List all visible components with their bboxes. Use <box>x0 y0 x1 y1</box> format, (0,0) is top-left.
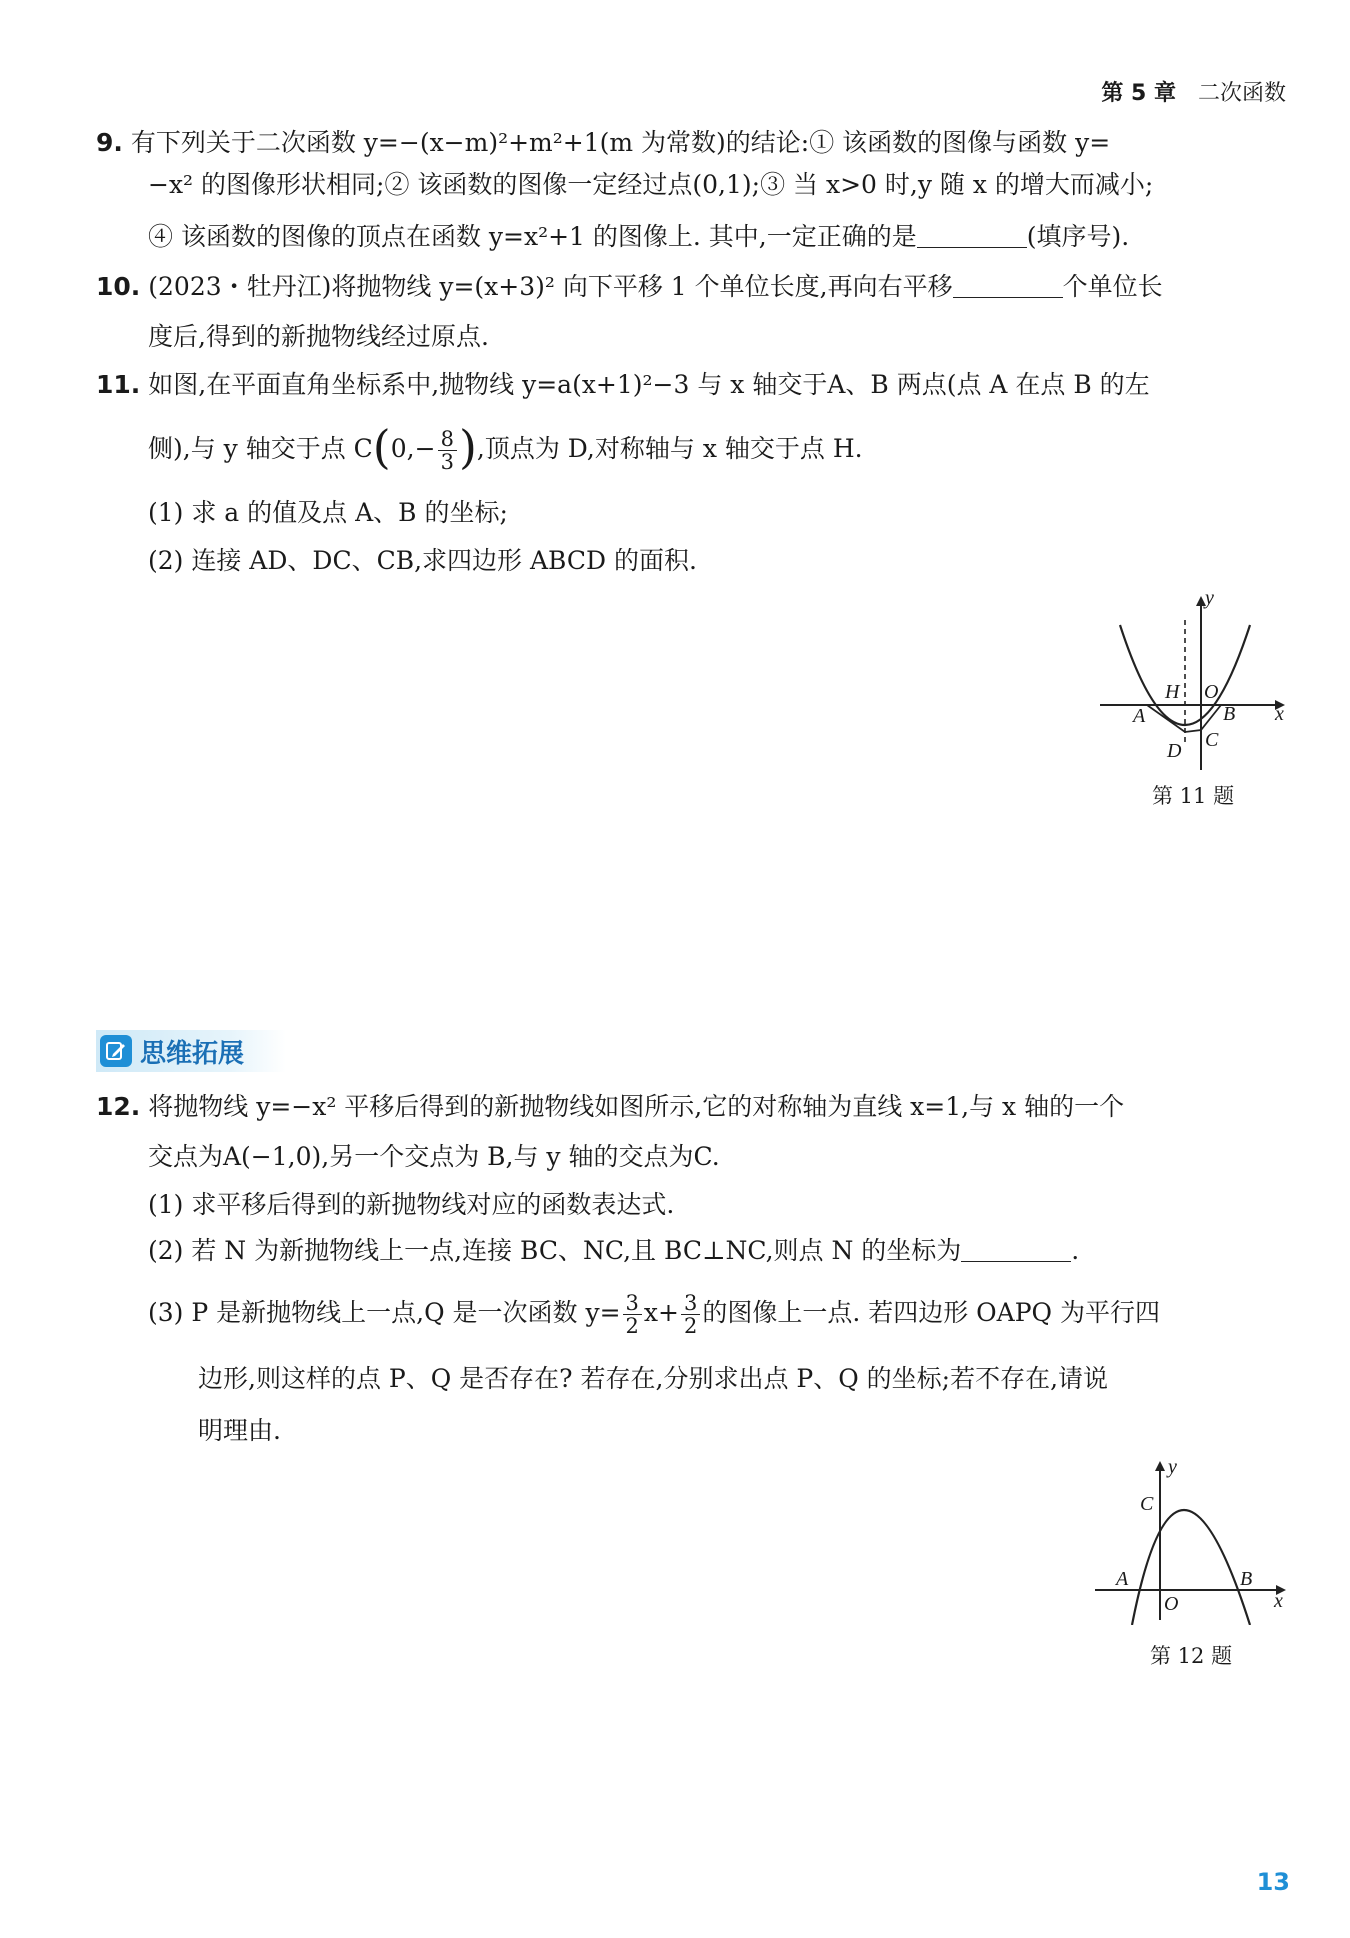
fig11-label-x: x <box>1275 703 1284 725</box>
q10-number: 10. <box>96 272 141 301</box>
q12-part-2: (2) 若 N 为新抛物线上一点,连接 BC、NC,且 BC⊥NC,则点 N 的坐标为 . <box>148 1236 1080 1265</box>
q10-answer-blank[interactable] <box>953 275 1063 298</box>
figure-12-caption: 第 12 题 <box>1150 1644 1233 1668</box>
q11-number: 11. <box>96 370 141 399</box>
q12-line-1 <box>96 1092 1124 1122</box>
section-header <box>96 1030 286 1072</box>
q11-text-2a: 侧),与 y 轴交于点 C <box>148 434 373 463</box>
q11-part-2: (2) 连接 AD、DC、CB,求四边形 ABCD 的面积. <box>148 546 697 575</box>
fig11-label-o: O <box>1204 681 1219 703</box>
q10-line-1 <box>96 272 1163 302</box>
q12-part-3-line-2: 边形,则这样的点 P、Q 是否存在? 若存在,分别求出点 P、Q 的坐标;若不存在,请说 <box>198 1364 1109 1393</box>
q11-text-1: 如图,在平面直角坐标系中,抛物线 y=a(x+1)²−3 与 x 轴交于A、B 两点(点 A 在点 B 的左 <box>148 370 1150 399</box>
fig12-label-y: y <box>1168 1456 1177 1478</box>
q12-part-3: (3) P 是新抛物线上一点,Q 是一次函数 y= $\frac{3}{2}$ x+ $\frac{3}{2}$ 的图像上一点. 若四边形 OAPQ 为平行四 <box>148 1291 1160 1339</box>
q11-fraction: $\frac{8}{3}$ <box>438 428 457 473</box>
q12-fraction-2: $\frac{3}{2}$ <box>681 1292 700 1337</box>
q10-line-2 <box>148 322 489 352</box>
page-number: 13 <box>1256 1868 1290 1896</box>
fig12-label-o: O <box>1164 1593 1179 1615</box>
q10-text-2: 度后,得到的新抛物线经过原点. <box>148 322 489 351</box>
q11-part-1: (1) 求 a 的值及点 A、B 的坐标; <box>148 498 508 527</box>
q12-part-1: (1) 求平移后得到的新抛物线对应的函数表达式. <box>148 1190 675 1219</box>
q12-answer-blank[interactable] <box>961 1239 1071 1262</box>
fig12-label-c: C <box>1140 1493 1154 1515</box>
q10-text-1a: (2023・牡丹江)将抛物线 y=(x+3)² 向下平移 1 个单位长度,再向右平移 <box>148 272 953 301</box>
q12-part-3-line-3: 明理由. <box>198 1416 281 1445</box>
q12-fraction-1: $\frac{3}{2}$ <box>623 1292 642 1337</box>
q11-point-c-x: 0,− <box>390 434 436 463</box>
q11-text-2b: ,顶点为 D,对称轴与 x 轴交于点 H. <box>476 434 863 463</box>
q12-line-2: 交点为A(−1,0),另一个交点为 B,与 y 轴的交点为C. <box>148 1142 720 1171</box>
chapter-title: 二次函数 <box>1197 81 1286 106</box>
q9-number: 9. <box>96 128 123 157</box>
fig11-label-h: H <box>1165 681 1180 703</box>
q11-line-2: 侧),与 y 轴交于点 C(0,− $\frac{8}{3}$ ),顶点为 D,对称轴与 x 轴交于点 H. <box>148 420 863 474</box>
q9-line-1 <box>96 128 1110 158</box>
fig11-label-a: A <box>1133 705 1146 727</box>
page-header <box>1101 76 1286 107</box>
q12-text-1: 将抛物线 y=−x² 平移后得到的新抛物线如图所示,它的对称轴为直线 x=1,与 x 轴的一个 <box>148 1092 1125 1121</box>
fig11-label-y: y <box>1205 590 1214 609</box>
q9-text-3a: ④ 该函数的图像的顶点在函数 y=x²+1 的图像上. 其中,一定正确的是 <box>148 222 917 251</box>
fig11-label-d: D <box>1167 740 1182 762</box>
figure-11-caption: 第 11 题 <box>1152 784 1235 808</box>
section-title: 思维拓展 <box>140 1038 245 1069</box>
chapter-number: 第 5 章 <box>1101 81 1176 106</box>
fig12-label-b: B <box>1240 1568 1253 1590</box>
q9-text-2: −x² 的图像形状相同;② 该函数的图像一定经过点(0,1);③ 当 x>0 时,y 随 x 的增大而减小; <box>148 170 1154 199</box>
q12-number: 12. <box>96 1092 141 1121</box>
fig12-label-a: A <box>1116 1568 1129 1590</box>
fig12-label-x: x <box>1274 1590 1283 1612</box>
q9-answer-blank[interactable] <box>917 225 1027 248</box>
q9-line-3 <box>148 222 1129 252</box>
q10-text-1b: 个单位长 <box>1062 272 1163 301</box>
pencil-note-icon <box>100 1035 132 1067</box>
figure-11 <box>1095 590 1295 780</box>
q9-text-3b: (填序号). <box>1026 222 1130 251</box>
fig11-label-c: C <box>1205 729 1219 751</box>
q9-text-1: 有下列关于二次函数 y=−(x−m)²+m²+1(m 为常数)的结论:① 该函数的图像与函数 y= <box>130 128 1111 157</box>
fig11-label-b: B <box>1223 703 1236 725</box>
figure-12 <box>1090 1455 1300 1625</box>
q11-line-1 <box>96 370 1150 400</box>
q9-line-2 <box>148 170 1153 200</box>
